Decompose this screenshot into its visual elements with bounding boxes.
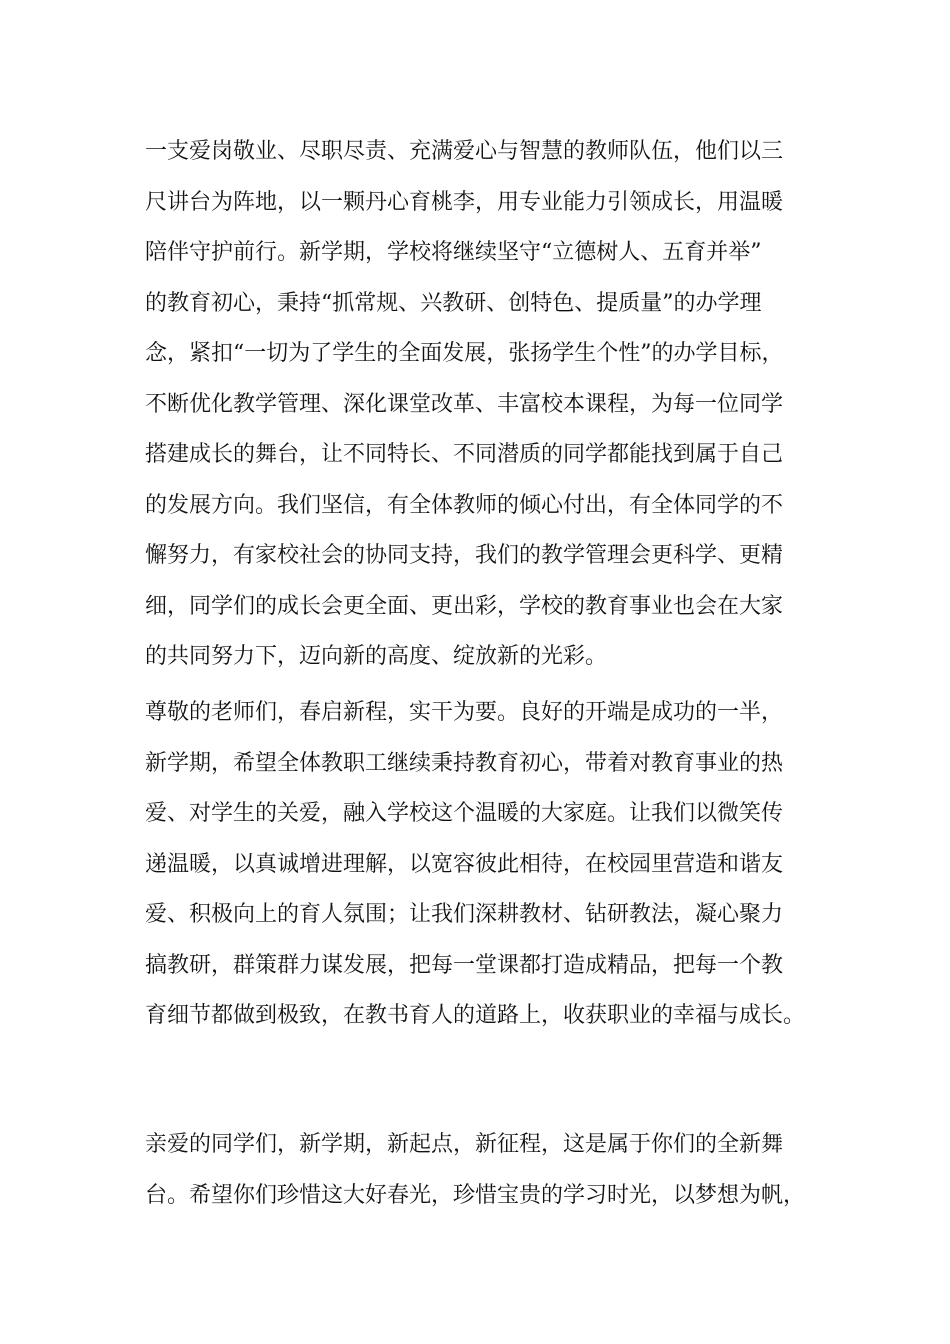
text-line: 台。希望你们珍惜这大好春光，珍惜宝贵的学习时光，以梦想为帆，	[145, 1182, 806, 1208]
text-line: 育细节都做到极致，在教书育人的道路上，收获职业的幸福与成长。	[145, 1003, 806, 1028]
text-line: 新学期，希望全体教职工继续秉持教育初心，带着对教育事业的热	[145, 750, 784, 776]
text-line: 爱、积极向上的育人氛围；让我们深耕教材、钻研教法，凝心聚力	[145, 902, 784, 927]
text-line: 懈努力，有家校社会的协同支持，我们的教学管理会更科学、更精	[145, 543, 784, 568]
paragraph-to-teachers	[145, 688, 835, 1042]
text-line: 爱、对学生的关爱，融入学校这个温暖的大家庭。让我们以微笑传	[145, 801, 784, 826]
text-line: 尊敬的老师们，春启新程，实干为要。良好的开端是成功的一半，	[145, 700, 784, 725]
text-line: 的发展方向。我们坚信，有全体教师的倾心付出，有全体同学的不	[145, 492, 784, 518]
paragraph-to-students	[145, 1120, 835, 1221]
text-line: 陪伴守护前行。新学期，学校将继续坚守“立德树人、五育并举”	[145, 240, 762, 265]
paragraph-teachers-team	[145, 127, 835, 683]
text-line: 搞教研，群策群力谋发展，把每一堂课都打造成精品，把每一个教	[145, 952, 784, 978]
text-line: 递温暖，以真诚增进理解，以宽容彼此相待，在校园里营造和谐友	[145, 851, 784, 877]
text-line: 搭建成长的舞台，让不同特长、不同潜质的同学都能找到属于自己	[145, 442, 784, 467]
text-line: 亲爱的同学们，新学期，新起点，新征程，这是属于你们的全新舞	[145, 1132, 784, 1157]
text-line: 一支爱岗敬业、尽职尽责、充满爱心与智慧的教师队伍，他们以三	[145, 139, 784, 164]
text-line: 的教育初心，秉持“抓常规、兴教研、创特色、提质量”的办学理	[145, 290, 762, 316]
text-line: 念，紧扣“一切为了学生的全面发展，张扬学生个性”的办学目标，	[145, 341, 784, 366]
text-line: 尺讲台为阵地，以一颗丹心育桃李，用专业能力引领成长，用温暖	[145, 189, 784, 215]
text-line: 细，同学们的成长会更全面、更出彩，学校的教育事业也会在大家	[145, 593, 784, 619]
text-line: 不断优化教学管理、深化课堂改革、丰富校本课程，为每一位同学	[145, 391, 784, 417]
text-line: 的共同努力下，迈向新的高度、绽放新的光彩。	[145, 644, 608, 669]
